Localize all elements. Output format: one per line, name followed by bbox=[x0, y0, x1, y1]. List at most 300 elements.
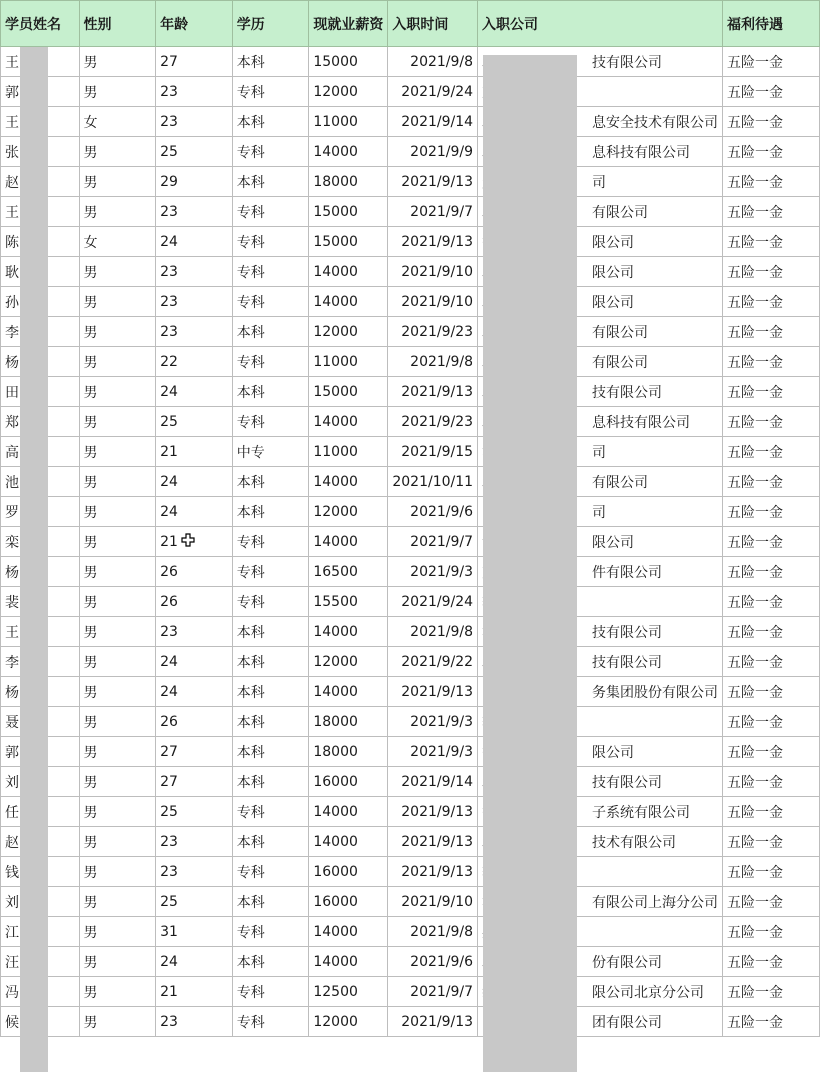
cell-name[interactable]: 任 bbox=[1, 797, 80, 827]
table-row bbox=[1, 737, 820, 767]
cell-benefits[interactable]: 五险一金 bbox=[723, 197, 820, 227]
cell-gender[interactable]: 女 bbox=[79, 227, 156, 257]
cell-age[interactable]: 21 bbox=[156, 437, 233, 467]
cell-start-date[interactable]: 2021/9/13 bbox=[388, 227, 478, 257]
cell-benefits[interactable]: 五险一金 bbox=[723, 557, 820, 587]
cell-gender[interactable]: 男 bbox=[79, 827, 156, 857]
company-suffix: 技有限公司 bbox=[592, 54, 663, 71]
cell-benefits[interactable]: 五险一金 bbox=[723, 587, 820, 617]
company-suffix: 技有限公司 bbox=[592, 624, 663, 641]
company-suffix: 有限公司 bbox=[592, 354, 649, 371]
cell-gender[interactable]: 男 bbox=[79, 587, 156, 617]
cell-start-date[interactable]: 2021/9/24 bbox=[388, 587, 478, 617]
cell-age[interactable]: 25 bbox=[156, 887, 233, 917]
cell-name[interactable]: 钱 bbox=[1, 857, 80, 887]
cell-gender[interactable]: 男 bbox=[79, 77, 156, 107]
cell-name[interactable]: 王 bbox=[1, 197, 80, 227]
cell-name[interactable]: 江 bbox=[1, 917, 80, 947]
cell-benefits[interactable]: 五险一金 bbox=[723, 917, 820, 947]
cell-education[interactable]: 专科 bbox=[232, 347, 309, 377]
cell-age[interactable]: 26 bbox=[156, 587, 233, 617]
cell-start-date[interactable]: 2021/9/8 bbox=[388, 347, 478, 377]
cell-name[interactable]: 王 bbox=[1, 47, 80, 77]
header-benefits[interactable]: 福利待遇 bbox=[723, 1, 820, 47]
cell-benefits[interactable]: 五险一金 bbox=[723, 737, 820, 767]
company-suffix: 子系统有限公司 bbox=[592, 804, 691, 821]
cell-salary[interactable]: 12000 bbox=[309, 647, 388, 677]
cell-benefits[interactable]: 五险一金 bbox=[723, 257, 820, 287]
company-suffix: 司 bbox=[592, 444, 607, 461]
cell-benefits[interactable]: 五险一金 bbox=[723, 647, 820, 677]
cell-salary[interactable]: 14000 bbox=[309, 287, 388, 317]
cell-name[interactable]: 郑 bbox=[1, 407, 80, 437]
cell-benefits[interactable]: 五险一金 bbox=[723, 317, 820, 347]
cell-name[interactable]: 裴 bbox=[1, 587, 80, 617]
cell-education[interactable]: 专科 bbox=[232, 197, 309, 227]
cell-education[interactable]: 本科 bbox=[232, 707, 309, 737]
cell-age[interactable]: 23 bbox=[156, 77, 233, 107]
cell-gender[interactable]: 男 bbox=[79, 947, 156, 977]
cell-age[interactable]: 23 bbox=[156, 257, 233, 287]
cell-age[interactable]: 23 bbox=[156, 1007, 233, 1037]
table-row bbox=[1, 767, 820, 797]
cell-start-date[interactable]: 2021/9/3 bbox=[388, 737, 478, 767]
cell-salary[interactable]: 14000 bbox=[309, 527, 388, 557]
header-age[interactable]: 年龄 bbox=[156, 1, 233, 47]
cell-age[interactable]: 24 bbox=[156, 377, 233, 407]
cell-name[interactable]: 陈 bbox=[1, 227, 80, 257]
cell-education[interactable]: 专科 bbox=[232, 797, 309, 827]
cell-salary[interactable]: 12000 bbox=[309, 317, 388, 347]
cell-education[interactable]: 本科 bbox=[232, 887, 309, 917]
cell-education[interactable]: 专科 bbox=[232, 557, 309, 587]
table-row bbox=[1, 287, 820, 317]
cell-gender[interactable]: 男 bbox=[79, 167, 156, 197]
cell-salary[interactable]: 14000 bbox=[309, 137, 388, 167]
cell-education[interactable]: 本科 bbox=[232, 647, 309, 677]
cell-age[interactable]: 23 bbox=[156, 827, 233, 857]
company-suffix: 有限公司 bbox=[592, 324, 649, 341]
cell-start-date[interactable]: 2021/9/8 bbox=[388, 617, 478, 647]
cell-name[interactable]: 田 bbox=[1, 377, 80, 407]
table-row bbox=[1, 587, 820, 617]
table-row bbox=[1, 107, 820, 137]
cell-gender[interactable]: 男 bbox=[79, 467, 156, 497]
table-row bbox=[1, 137, 820, 167]
cell-gender[interactable]: 男 bbox=[79, 917, 156, 947]
header-row bbox=[1, 1, 820, 47]
cell-name[interactable]: 孙 bbox=[1, 287, 80, 317]
cell-age[interactable]: 27 bbox=[156, 737, 233, 767]
cell-gender[interactable]: 男 bbox=[79, 47, 156, 77]
cell-name[interactable]: 李 bbox=[1, 317, 80, 347]
cell-benefits[interactable]: 五险一金 bbox=[723, 377, 820, 407]
cell-gender[interactable]: 男 bbox=[79, 767, 156, 797]
cell-education[interactable]: 本科 bbox=[232, 497, 309, 527]
cell-gender[interactable]: 男 bbox=[79, 527, 156, 557]
cell-start-date[interactable]: 2021/9/13 bbox=[388, 167, 478, 197]
table-row bbox=[1, 437, 820, 467]
cell-benefits[interactable]: 五险一金 bbox=[723, 107, 820, 137]
table-row bbox=[1, 467, 820, 497]
cell-start-date[interactable]: 2021/9/10 bbox=[388, 287, 478, 317]
cell-salary[interactable]: 12500 bbox=[309, 977, 388, 1007]
cell-benefits[interactable]: 五险一金 bbox=[723, 947, 820, 977]
cell-benefits[interactable]: 五险一金 bbox=[723, 827, 820, 857]
cell-start-date[interactable]: 2021/9/14 bbox=[388, 107, 478, 137]
cell-name[interactable]: 刘 bbox=[1, 767, 80, 797]
cell-benefits[interactable]: 五险一金 bbox=[723, 47, 820, 77]
cell-name[interactable]: 冯 bbox=[1, 977, 80, 1007]
cell-start-date[interactable]: 2021/9/23 bbox=[388, 407, 478, 437]
cell-education[interactable]: 本科 bbox=[232, 167, 309, 197]
table-row bbox=[1, 347, 820, 377]
cell-education[interactable]: 本科 bbox=[232, 467, 309, 497]
cell-benefits[interactable]: 五险一金 bbox=[723, 977, 820, 1007]
cell-name[interactable]: 李 bbox=[1, 647, 80, 677]
cell-age[interactable]: 24 bbox=[156, 467, 233, 497]
cell-age[interactable]: 26 bbox=[156, 557, 233, 587]
cell-salary[interactable]: 14000 bbox=[309, 257, 388, 287]
cell-salary[interactable]: 14000 bbox=[309, 947, 388, 977]
cell-gender[interactable]: 男 bbox=[79, 137, 156, 167]
cell-name[interactable]: 赵 bbox=[1, 827, 80, 857]
table-row bbox=[1, 167, 820, 197]
header-education[interactable]: 学历 bbox=[232, 1, 309, 47]
cell-gender[interactable]: 男 bbox=[79, 257, 156, 287]
cell-salary[interactable]: 18000 bbox=[309, 737, 388, 767]
table-row bbox=[1, 497, 820, 527]
cell-start-date[interactable]: 2021/9/10 bbox=[388, 887, 478, 917]
cell-salary[interactable]: 12000 bbox=[309, 497, 388, 527]
cell-benefits[interactable]: 五险一金 bbox=[723, 167, 820, 197]
cell-education[interactable]: 本科 bbox=[232, 677, 309, 707]
cell-benefits[interactable]: 五险一金 bbox=[723, 347, 820, 377]
company-suffix: 件有限公司 bbox=[592, 564, 663, 581]
cell-education[interactable]: 专科 bbox=[232, 917, 309, 947]
cell-gender[interactable]: 男 bbox=[79, 887, 156, 917]
cell-gender[interactable]: 男 bbox=[79, 437, 156, 467]
cell-start-date[interactable]: 2021/9/13 bbox=[388, 827, 478, 857]
cell-name[interactable]: 王 bbox=[1, 107, 80, 137]
cell-salary[interactable]: 15500 bbox=[309, 587, 388, 617]
table-row bbox=[1, 857, 820, 887]
cell-benefits[interactable]: 五险一金 bbox=[723, 437, 820, 467]
cell-education[interactable]: 专科 bbox=[232, 227, 309, 257]
cell-age[interactable]: 24 bbox=[156, 947, 233, 977]
company-suffix: 司 bbox=[592, 504, 607, 521]
cell-benefits[interactable]: 五险一金 bbox=[723, 227, 820, 257]
cell-start-date[interactable]: 2021/10/11 bbox=[388, 467, 478, 497]
cell-gender[interactable]: 男 bbox=[79, 1007, 156, 1037]
cell-gender[interactable]: 男 bbox=[79, 347, 156, 377]
cell-start-date[interactable]: 2021/9/14 bbox=[388, 767, 478, 797]
cell-gender[interactable]: 男 bbox=[79, 707, 156, 737]
table-row bbox=[1, 917, 820, 947]
table-row bbox=[1, 677, 820, 707]
company-suffix: 务集团股份有限公司 bbox=[592, 684, 719, 701]
cell-start-date[interactable]: 2021/9/13 bbox=[388, 377, 478, 407]
cell-education[interactable]: 本科 bbox=[232, 377, 309, 407]
table-row bbox=[1, 407, 820, 437]
cell-name[interactable]: 池 bbox=[1, 467, 80, 497]
cell-age[interactable]: 24 bbox=[156, 227, 233, 257]
cell-education[interactable]: 专科 bbox=[232, 527, 309, 557]
cell-education[interactable]: 本科 bbox=[232, 737, 309, 767]
cell-start-date[interactable]: 2021/9/23 bbox=[388, 317, 478, 347]
cell-education[interactable]: 本科 bbox=[232, 767, 309, 797]
cell-salary[interactable]: 14000 bbox=[309, 797, 388, 827]
cell-name[interactable]: 赵 bbox=[1, 167, 80, 197]
cell-name[interactable]: 候 bbox=[1, 1007, 80, 1037]
table-row bbox=[1, 647, 820, 677]
company-suffix: 有限公司 bbox=[592, 204, 649, 221]
cell-name[interactable]: 刘 bbox=[1, 887, 80, 917]
cell-age[interactable]: 24 bbox=[156, 497, 233, 527]
cell-salary[interactable]: 16000 bbox=[309, 857, 388, 887]
header-gender[interactable]: 性别 bbox=[79, 1, 156, 47]
cell-gender[interactable]: 男 bbox=[79, 407, 156, 437]
table-row bbox=[1, 77, 820, 107]
company-suffix: 息科技有限公司 bbox=[592, 414, 691, 431]
cell-age[interactable]: 21 bbox=[156, 527, 233, 557]
cell-start-date[interactable]: 2021/9/13 bbox=[388, 1007, 478, 1037]
cell-benefits[interactable]: 五险一金 bbox=[723, 407, 820, 437]
cell-select-cursor-icon bbox=[181, 533, 195, 547]
cell-gender[interactable]: 男 bbox=[79, 557, 156, 587]
table-row bbox=[1, 47, 820, 77]
redaction-block-companies bbox=[483, 55, 577, 1072]
cell-name[interactable]: 杨 bbox=[1, 677, 80, 707]
cell-education[interactable]: 专科 bbox=[232, 257, 309, 287]
cell-gender[interactable]: 男 bbox=[79, 857, 156, 887]
table-row bbox=[1, 227, 820, 257]
cell-salary[interactable]: 18000 bbox=[309, 167, 388, 197]
cell-benefits[interactable]: 五险一金 bbox=[723, 677, 820, 707]
cell-name[interactable]: 罗 bbox=[1, 497, 80, 527]
redaction-block-names bbox=[20, 47, 48, 1072]
cell-name[interactable]: 聂 bbox=[1, 707, 80, 737]
cell-age[interactable]: 27 bbox=[156, 767, 233, 797]
company-suffix: 份有限公司 bbox=[592, 954, 663, 971]
company-suffix: 技有限公司 bbox=[592, 774, 663, 791]
cell-education[interactable]: 专科 bbox=[232, 1007, 309, 1037]
cell-salary[interactable]: 16000 bbox=[309, 767, 388, 797]
cell-start-date[interactable]: 2021/9/6 bbox=[388, 947, 478, 977]
cell-education[interactable]: 专科 bbox=[232, 137, 309, 167]
company-suffix: 团有限公司 bbox=[592, 1014, 663, 1031]
cell-start-date[interactable]: 2021/9/22 bbox=[388, 647, 478, 677]
cell-education[interactable]: 专科 bbox=[232, 977, 309, 1007]
cell-name[interactable]: 杨 bbox=[1, 557, 80, 587]
company-suffix: 技有限公司 bbox=[592, 384, 663, 401]
cell-education[interactable]: 中专 bbox=[232, 437, 309, 467]
table-row bbox=[1, 257, 820, 287]
cell-start-date[interactable]: 2021/9/13 bbox=[388, 857, 478, 887]
cell-salary[interactable]: 14000 bbox=[309, 917, 388, 947]
cell-gender[interactable]: 女 bbox=[79, 107, 156, 137]
cell-education[interactable]: 专科 bbox=[232, 407, 309, 437]
cell-benefits[interactable]: 五险一金 bbox=[723, 857, 820, 887]
cell-gender[interactable]: 男 bbox=[79, 377, 156, 407]
cell-education[interactable]: 本科 bbox=[232, 617, 309, 647]
company-suffix: 限公司 bbox=[592, 744, 635, 761]
cell-salary[interactable]: 14000 bbox=[309, 677, 388, 707]
cell-gender[interactable]: 男 bbox=[79, 797, 156, 827]
cell-salary[interactable]: 15000 bbox=[309, 47, 388, 77]
cell-start-date[interactable]: 2021/9/7 bbox=[388, 527, 478, 557]
cell-start-date[interactable]: 2021/9/9 bbox=[388, 137, 478, 167]
table-row bbox=[1, 797, 820, 827]
cell-name[interactable]: 郭 bbox=[1, 77, 80, 107]
cell-salary[interactable]: 12000 bbox=[309, 77, 388, 107]
company-suffix: 有限公司上海分公司 bbox=[592, 894, 719, 911]
cell-start-date[interactable]: 2021/9/3 bbox=[388, 557, 478, 587]
company-suffix: 有限公司 bbox=[592, 474, 649, 491]
header-salary[interactable]: 现就业薪资 bbox=[309, 1, 388, 47]
cell-age[interactable]: 27 bbox=[156, 47, 233, 77]
cell-age[interactable]: 26 bbox=[156, 707, 233, 737]
company-suffix: 限公司 bbox=[592, 234, 635, 251]
cell-start-date[interactable]: 2021/9/10 bbox=[388, 257, 478, 287]
table-row bbox=[1, 617, 820, 647]
cell-age[interactable]: 24 bbox=[156, 677, 233, 707]
cell-benefits[interactable]: 五险一金 bbox=[723, 527, 820, 557]
header-name[interactable]: 学员姓名 bbox=[1, 1, 80, 47]
cell-gender[interactable]: 男 bbox=[79, 617, 156, 647]
cell-name[interactable]: 王 bbox=[1, 617, 80, 647]
company-suffix: 技有限公司 bbox=[592, 654, 663, 671]
cell-education[interactable]: 专科 bbox=[232, 857, 309, 887]
cell-benefits[interactable]: 五险一金 bbox=[723, 617, 820, 647]
cell-education[interactable]: 专科 bbox=[232, 77, 309, 107]
table-row bbox=[1, 557, 820, 587]
cell-education[interactable]: 本科 bbox=[232, 947, 309, 977]
cell-age[interactable]: 29 bbox=[156, 167, 233, 197]
cell-salary[interactable]: 11000 bbox=[309, 347, 388, 377]
cell-name[interactable]: 郭 bbox=[1, 737, 80, 767]
cell-age[interactable]: 23 bbox=[156, 197, 233, 227]
cell-age[interactable]: 25 bbox=[156, 407, 233, 437]
header-start-date[interactable]: 入职时间 bbox=[388, 1, 478, 47]
cell-salary[interactable]: 14000 bbox=[309, 617, 388, 647]
cell-age[interactable]: 23 bbox=[156, 857, 233, 887]
table-row bbox=[1, 707, 820, 737]
cell-benefits[interactable]: 五险一金 bbox=[723, 1007, 820, 1037]
cell-age[interactable]: 31 bbox=[156, 917, 233, 947]
cell-education[interactable]: 本科 bbox=[232, 317, 309, 347]
cell-age[interactable]: 25 bbox=[156, 137, 233, 167]
cell-start-date[interactable]: 2021/9/13 bbox=[388, 677, 478, 707]
cell-start-date[interactable]: 2021/9/3 bbox=[388, 707, 478, 737]
cell-benefits[interactable]: 五险一金 bbox=[723, 137, 820, 167]
cell-salary[interactable]: 14000 bbox=[309, 467, 388, 497]
cell-gender[interactable]: 男 bbox=[79, 737, 156, 767]
cell-benefits[interactable]: 五险一金 bbox=[723, 797, 820, 827]
cell-gender[interactable]: 男 bbox=[79, 317, 156, 347]
cell-start-date[interactable]: 2021/9/8 bbox=[388, 47, 478, 77]
cell-benefits[interactable]: 五险一金 bbox=[723, 707, 820, 737]
cell-salary[interactable]: 15000 bbox=[309, 197, 388, 227]
company-suffix: 息科技有限公司 bbox=[592, 144, 691, 161]
table-row bbox=[1, 527, 820, 557]
company-suffix: 技术有限公司 bbox=[592, 834, 677, 851]
cell-name[interactable]: 杨 bbox=[1, 347, 80, 377]
cell-age[interactable]: 23 bbox=[156, 287, 233, 317]
cell-age[interactable]: 22 bbox=[156, 347, 233, 377]
cell-age[interactable]: 24 bbox=[156, 647, 233, 677]
cell-salary[interactable]: 15000 bbox=[309, 377, 388, 407]
cell-salary[interactable]: 14000 bbox=[309, 407, 388, 437]
cell-education[interactable]: 本科 bbox=[232, 47, 309, 77]
cell-education[interactable]: 本科 bbox=[232, 107, 309, 137]
cell-education[interactable]: 专科 bbox=[232, 587, 309, 617]
cell-benefits[interactable]: 五险一金 bbox=[723, 467, 820, 497]
company-suffix: 限公司 bbox=[592, 294, 635, 311]
cell-name[interactable]: 汪 bbox=[1, 947, 80, 977]
cell-salary[interactable]: 12000 bbox=[309, 1007, 388, 1037]
company-suffix: 息安全技术有限公司 bbox=[592, 114, 719, 131]
cell-start-date[interactable]: 2021/9/7 bbox=[388, 197, 478, 227]
cell-age[interactable]: 23 bbox=[156, 107, 233, 137]
table-row bbox=[1, 947, 820, 977]
cell-gender[interactable]: 男 bbox=[79, 287, 156, 317]
cell-salary[interactable]: 16000 bbox=[309, 887, 388, 917]
cell-salary[interactable]: 11000 bbox=[309, 437, 388, 467]
cell-name[interactable]: 栾 bbox=[1, 527, 80, 557]
cell-gender[interactable]: 男 bbox=[79, 677, 156, 707]
company-suffix: 限公司 bbox=[592, 264, 635, 281]
cell-salary[interactable]: 14000 bbox=[309, 827, 388, 857]
company-suffix: 限公司 bbox=[592, 534, 635, 551]
cell-benefits[interactable]: 五险一金 bbox=[723, 767, 820, 797]
table-row bbox=[1, 197, 820, 227]
cell-gender[interactable]: 男 bbox=[79, 497, 156, 527]
cell-gender[interactable]: 男 bbox=[79, 647, 156, 677]
cell-start-date[interactable]: 2021/9/13 bbox=[388, 797, 478, 827]
cell-benefits[interactable]: 五险一金 bbox=[723, 887, 820, 917]
cell-name[interactable]: 耿 bbox=[1, 257, 80, 287]
header-company[interactable]: 入职公司 bbox=[478, 1, 723, 47]
cell-age[interactable]: 21 bbox=[156, 977, 233, 1007]
cell-education[interactable]: 本科 bbox=[232, 827, 309, 857]
table-row bbox=[1, 887, 820, 917]
cell-gender[interactable]: 男 bbox=[79, 197, 156, 227]
cell-start-date[interactable]: 2021/9/6 bbox=[388, 497, 478, 527]
company-suffix: 限公司北京分公司 bbox=[592, 984, 705, 1001]
cell-start-date[interactable]: 2021/9/24 bbox=[388, 77, 478, 107]
cell-start-date[interactable]: 2021/9/7 bbox=[388, 977, 478, 1007]
cell-age[interactable]: 23 bbox=[156, 617, 233, 647]
cell-name[interactable]: 张 bbox=[1, 137, 80, 167]
cell-benefits[interactable]: 五险一金 bbox=[723, 77, 820, 107]
table-row bbox=[1, 977, 820, 1007]
cell-salary[interactable]: 16500 bbox=[309, 557, 388, 587]
cell-age[interactable]: 23 bbox=[156, 317, 233, 347]
cell-salary[interactable]: 18000 bbox=[309, 707, 388, 737]
cell-education[interactable]: 专科 bbox=[232, 287, 309, 317]
cell-start-date[interactable]: 2021/9/8 bbox=[388, 917, 478, 947]
cell-salary[interactable]: 11000 bbox=[309, 107, 388, 137]
cell-gender[interactable]: 男 bbox=[79, 977, 156, 1007]
cell-benefits[interactable]: 五险一金 bbox=[723, 287, 820, 317]
cell-benefits[interactable]: 五险一金 bbox=[723, 497, 820, 527]
cell-age[interactable]: 25 bbox=[156, 797, 233, 827]
cell-start-date[interactable]: 2021/9/15 bbox=[388, 437, 478, 467]
cell-salary[interactable]: 15000 bbox=[309, 227, 388, 257]
table-row bbox=[1, 1007, 820, 1037]
cell-name[interactable]: 高 bbox=[1, 437, 80, 467]
